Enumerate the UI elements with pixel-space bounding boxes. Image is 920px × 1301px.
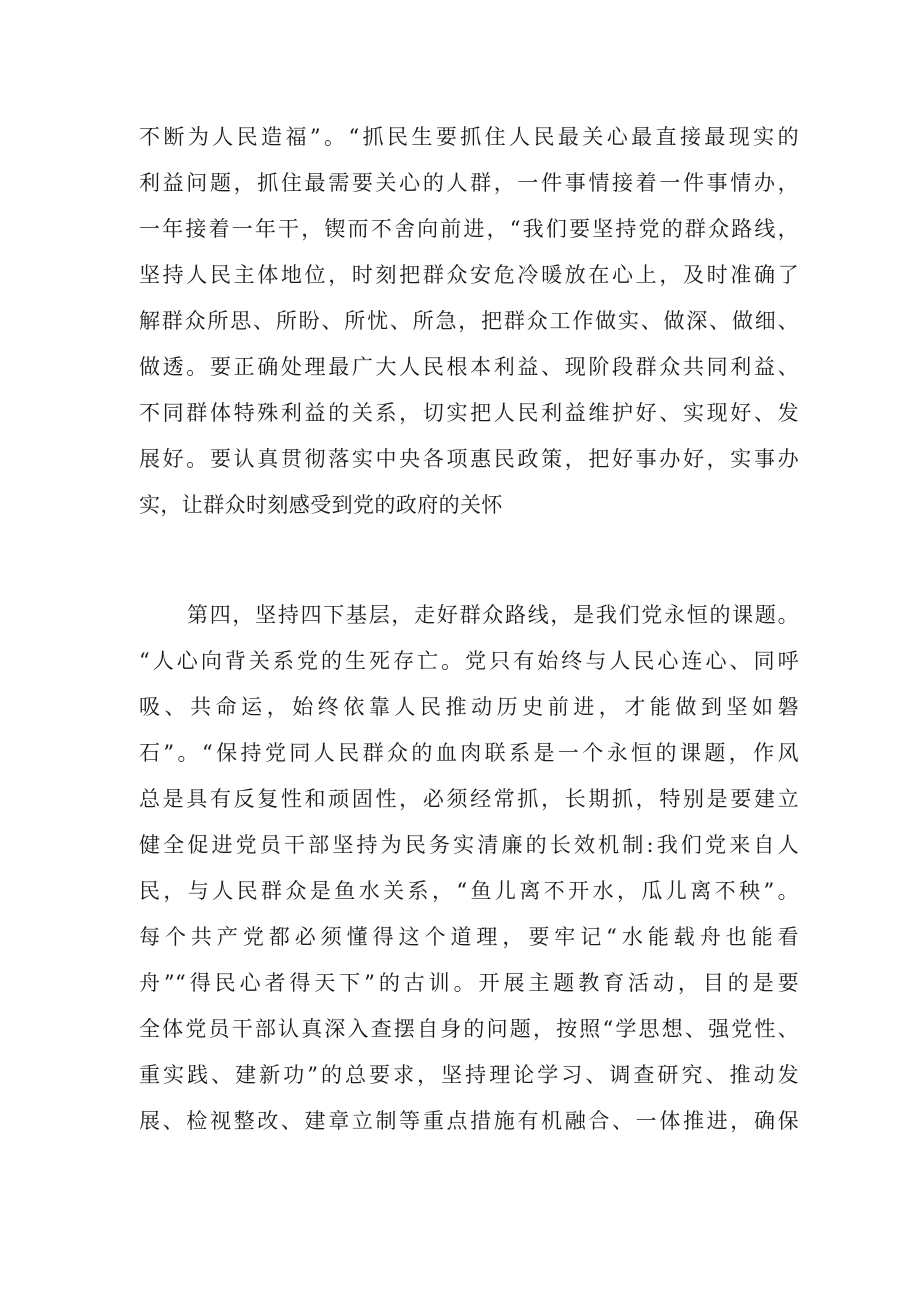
paragraph-1-line-2: 利益问题，抓住最需要关心的人群，一件事情接着一件事情办，: [139, 171, 799, 195]
paragraph-2-line-11: 重实践、建新功”的总要求，坚持理论学习、调查研究、推动发: [139, 1063, 799, 1087]
paragraph-2-line-2: “人心向背关系党的生死存亡。党只有始终与人民心连心、同呼: [139, 649, 799, 673]
paragraph-2-line-9: 舟”“得民心者得天下”的古训。开展主题教育活动，目的是要: [139, 971, 799, 995]
paragraph-2-line-10: 全体党员干部认真深入查摆自身的问题，按照“学思想、强党性、: [139, 1017, 799, 1041]
paragraph-1-line-7: 不同群体特殊利益的关系，切实把人民利益维护好、实现好、发: [139, 401, 799, 425]
paragraph-2-line-8: 每个共产党都必须懂得这个道理，要牢记“水能载舟也能看: [139, 925, 799, 949]
paragraph-2-line-12: 展、检视整改、建章立制等重点措施有机融合、一体推进，确保: [139, 1109, 799, 1133]
paragraph-1-line-1: 不断为人民造福”。“抓民生要抓住人民最关心最直接最现实的: [139, 125, 799, 149]
paragraph-2-line-3: 吸、共命运，始终依靠人民推动历史前进，才能做到坚如磐: [139, 695, 799, 719]
paragraph-1-line-9: 实，让群众时刻感受到党的政府的关怀: [139, 493, 503, 517]
paragraph-1-line-5: 解群众所思、所盼、所忧、所急，把群众工作做实、做深、做细、: [139, 309, 799, 333]
paragraph-1-line-6: 做透。要正确处理最广大人民根本利益、现阶段群众共同利益、: [139, 355, 799, 379]
paragraph-1-line-3: 一年接着一年干，锲而不舍向前进，“我们要坚持党的群众路线，: [139, 217, 799, 241]
paragraph-2-line-7: 民，与人民群众是鱼水关系，“鱼儿离不开水，瓜儿离不秧”。: [139, 879, 799, 903]
paragraph-1-line-8: 展好。要认真贯彻落实中央各项惠民政策，把好事办好，实事办: [139, 447, 799, 471]
paragraph-1-line-4: 坚持人民主体地位，时刻把群众安危冷暖放在心上，及时准确了: [139, 263, 799, 287]
paragraph-2-line-6: 健全促进党员干部坚持为民务实清廉的长效机制:我们党来自人: [139, 833, 799, 857]
paragraph-2-line-4: 石”。“保持党同人民群众的血肉联系是一个永恒的课题，作风: [139, 741, 799, 765]
paragraph-2-line-1: 第四，坚持四下基层，走好群众路线，是我们党永恒的课题。: [187, 603, 799, 627]
paragraph-2-line-5: 总是具有反复性和顽固性，必须经常抓，长期抓，特别是要建立: [139, 787, 799, 811]
